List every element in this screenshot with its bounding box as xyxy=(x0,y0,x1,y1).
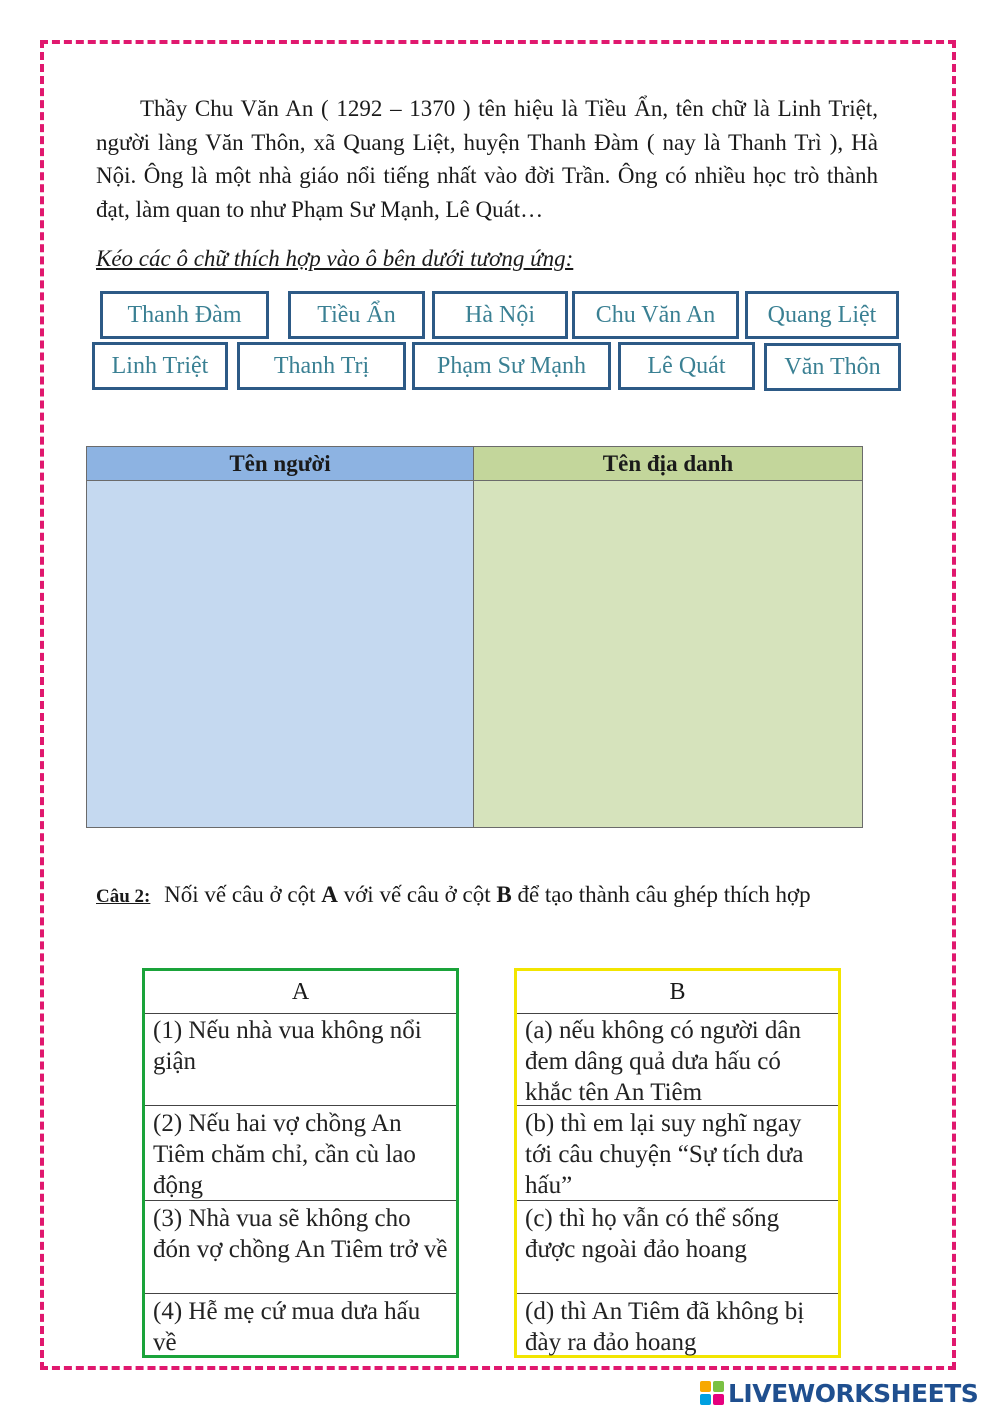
word-chip[interactable]: Phạm Sư Mạnh xyxy=(412,342,611,390)
word-chip[interactable]: Quang Liệt xyxy=(745,291,899,339)
word-chip[interactable]: Lê Quát xyxy=(618,342,755,390)
column-a-item[interactable]: (1) Nếu nhà vua không nổi giận xyxy=(145,1013,456,1106)
intro-paragraph: Thầy Chu Văn An ( 1292 – 1370 ) tên hiệu là Tiều Ẩn, tên chữ là Linh Triệt, người làng Văn Thôn, xã Quang Liệt, huyện Thanh Đàm ( nay là Thanh Trì ), Hà Nội. Ông là một nhà giáo nổi tiếng nhất vào đời Trần. Ông có nhiều học trò thành đạt, làm quan to như Phạm Sư Mạnh, Lê Quát… xyxy=(96,96,878,222)
column-b-ref: B xyxy=(496,882,512,907)
column-b-header: B xyxy=(517,971,838,1014)
question-2-label: Câu 2: xyxy=(96,886,151,907)
column-a-table xyxy=(142,968,459,1358)
column-a-item[interactable]: (4) Hễ mẹ cứ mua dưa hấu về xyxy=(153,1298,421,1356)
column-a-item[interactable]: (2) Nếu hai vợ chồng An Tiêm chăm chỉ, cần cù lao động xyxy=(145,1106,456,1201)
question-2-text-3: để tạo thành câu ghép thích hợp xyxy=(517,882,811,907)
column-b-item[interactable]: (a) nếu không có người dân đem dâng quả dưa hấu có khắc tên An Tiêm xyxy=(517,1013,838,1106)
column-a-item[interactable]: (3) Nhà vua sẽ không cho đón vợ chồng An Tiêm trở về xyxy=(145,1201,456,1294)
place-names-header: Tên địa danh xyxy=(474,447,862,481)
logo-text: LIVEWORKSHEETS xyxy=(728,1378,979,1408)
person-names-dropzone[interactable] xyxy=(87,481,474,827)
question-2-text-1: Nối vế câu ở cột xyxy=(164,882,316,907)
column-a-ref: A xyxy=(321,882,338,907)
liveworksheets-logo xyxy=(700,1378,978,1408)
word-chip[interactable]: Thanh Đàm xyxy=(100,291,269,339)
question-2-text-2: với vế câu ở cột xyxy=(343,882,491,907)
person-names-header: Tên người xyxy=(87,447,474,481)
question-2 xyxy=(96,882,811,908)
word-chip[interactable]: Chu Văn An xyxy=(572,291,739,339)
word-chip[interactable]: Văn Thôn xyxy=(764,343,901,391)
column-b-item[interactable]: (c) thì họ vẫn có thể sống được ngoài đảo hoang xyxy=(517,1201,838,1294)
column-b-item[interactable]: (b) thì em lại suy nghĩ ngay tới câu chuyện “Sự tích dưa hấu” xyxy=(517,1106,838,1201)
word-chip[interactable]: Hà Nội xyxy=(432,291,568,339)
drag-instruction: Kéo các ô chữ thích hợp vào ô bên dưới tương ứng: xyxy=(96,246,574,271)
word-chip[interactable]: Tiều Ẩn xyxy=(288,291,425,339)
word-chip[interactable]: Thanh Trị xyxy=(237,342,406,390)
place-names-dropzone[interactable] xyxy=(474,481,862,827)
column-b-item[interactable]: (d) thì An Tiêm đã không bị đày ra đảo hoang xyxy=(525,1298,805,1356)
column-b-table xyxy=(514,968,841,1358)
column-a-header: A xyxy=(145,971,456,1014)
logo-squares-icon xyxy=(700,1381,724,1405)
word-chip[interactable]: Linh Triệt xyxy=(92,342,228,390)
sort-table xyxy=(86,446,863,828)
